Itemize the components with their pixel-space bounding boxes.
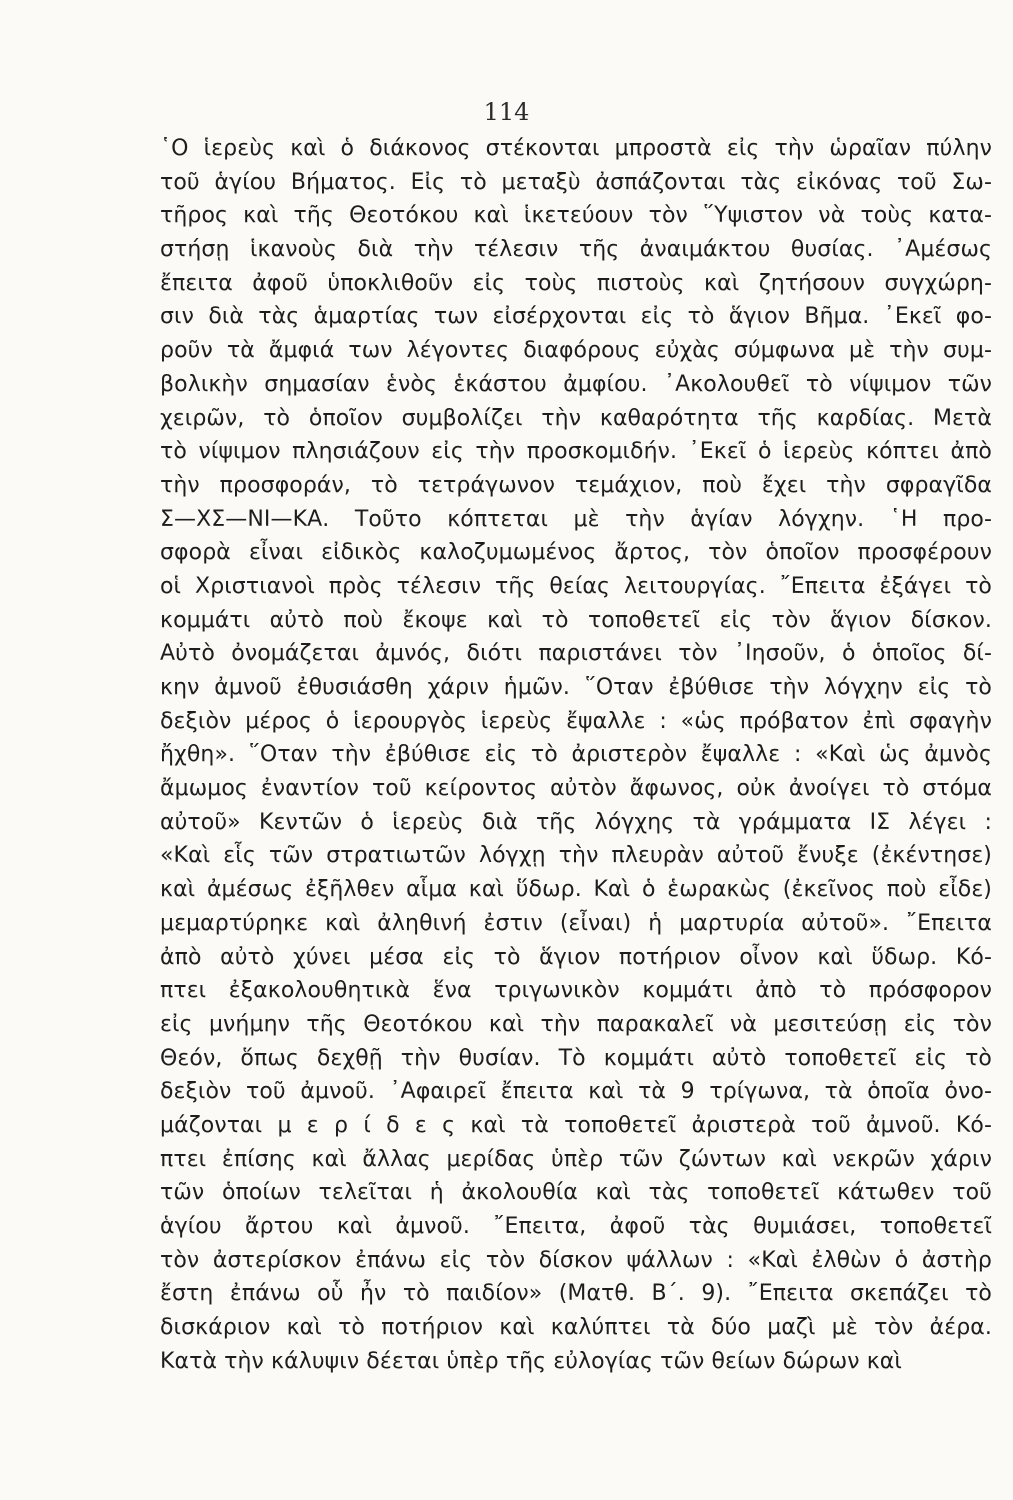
text-line: τὴν προσφοράν, τὸ τετράγωνον τεμάχιον, ποὺ ἔχει τὴν σφραγῖδα xyxy=(160,472,992,498)
text-line: σιν διὰ τὰς ἁμαρτίας των εἰσέρχονται εἰς τὸ ἅγιον Βῆμα. ᾿Εκεῖ φο- xyxy=(160,304,992,330)
text-line: δεξιὸν τοῦ ἀμνοῦ. ᾿Αφαιρεῖ ἔπειτα καὶ τὰ 9 τρίγωνα, τὰ ὁποῖα ὀνο- xyxy=(160,1079,992,1105)
text-line: στήσῃ ἱκανοὺς διὰ τὴν τέλεσιν τῆς ἀναιμάκτου θυσίας. ᾿Αμέσως xyxy=(160,237,992,263)
text-line: Αὐτὸ ὀνομάζεται ἀμνός, διότι παριστάνει τὸν ᾿Ιησοῦν, ὁ ὁποῖος δί- xyxy=(160,641,992,667)
text-line: Κατὰ τὴν κάλυψιν δέεται ὑπὲρ τῆς εὐλογίας τῶν θείων δώρων καὶ xyxy=(160,1348,902,1374)
text-line: «Καὶ εἷς τῶν στρατιωτῶν λόγχῃ τὴν πλευρὰν αὐτοῦ ἔνυξε (ἐκέντησε) xyxy=(160,843,992,869)
text-line: τῶν ὁποίων τελεῖται ἡ ἀκολουθία καὶ τὰς τοποθετεῖ κάτωθεν τοῦ xyxy=(160,1180,992,1206)
text-line: ῾Ο ἱερεὺς καὶ ὁ διάκονος στέκονται μπροστὰ εἰς τὴν ὡραῖαν πύλην xyxy=(160,136,992,161)
text-line: ροῦν τὰ ἄμφιά των λέγοντες διαφόρους εὐχὰς σύμφωνα μὲ τὴν συμ- xyxy=(160,338,992,364)
text-line: χειρῶν, τὸ ὁποῖον συμβολίζει τὴν καθαρότητα τῆς καρδίας. Μετὰ xyxy=(160,405,992,431)
body-text xyxy=(160,132,992,1378)
text-line: τοῦ ἁγίου Βήματος. Εἰς τὸ μεταξὺ ἀσπάζονται τὰς εἰκόνας τοῦ Σω- xyxy=(160,169,992,195)
text-line: ἤχθη». ῞Οταν τὴν ἐβύθισε εἰς τὸ ἀριστερὸν ἔψαλλε : «Καὶ ὡς ἀμνὸς xyxy=(160,742,992,768)
text-line: πτει ἐξακολουθητικὰ ἕνα τριγωνικὸν κομμάτι ἀπὸ τὸ πρόσφορον xyxy=(160,978,992,1004)
text-line: κην ἀμνοῦ ἐθυσιάσθη χάριν ἡμῶν. ῞Οταν ἐβύθισε τὴν λόγχην εἰς τὸ xyxy=(160,675,992,700)
text-line: τῆρος καὶ τῆς Θεοτόκου καὶ ἱκετεύουν τὸν ῞Υψιστον νὰ τοὺς κατα- xyxy=(160,203,992,229)
text-line: αὐτοῦ» Κεντῶν ὁ ἱερεὺς διὰ τῆς λόγχης τὰ γράμματα ΙΣ λέγει : xyxy=(160,809,992,835)
text-line: Σ—ΧΣ—ΝΙ—ΚΑ. Τοῦτο κόπτεται μὲ τὴν ἁγίαν λόγχην. ῾Η προ- xyxy=(160,506,992,532)
text-line: οἱ Χριστιανοὶ πρὸς τέλεσιν τῆς θείας λειτουργίας. ῎Επειτα ἐξάγει τὸ xyxy=(160,573,992,599)
text-line: κομμάτι αὐτὸ ποὺ ἔκοψε καὶ τὸ τοποθετεῖ εἰς τὸν ἅγιον δίσκον. xyxy=(160,607,992,633)
text-line: ἀπὸ αὐτὸ χύνει μέσα εἰς τὸ ἅγιον ποτήριον οἶνον καὶ ὕδωρ. Κό- xyxy=(160,944,992,970)
text-line: ἔπειτα ἀφοῦ ὑποκλιθοῦν εἰς τοὺς πιστοὺς καὶ ζητήσουν συγχώρη- xyxy=(160,270,992,296)
text-line: βολικὴν σημασίαν ἑνὸς ἑκάστου ἀμφίου. ᾿Ακολουθεῖ τὸ νίψιμον τῶν xyxy=(160,371,992,397)
text-line: ἁγίου ἄρτου καὶ ἀμνοῦ. ῎Επειτα, ἀφοῦ τὰς θυμιάσει, τοποθετεῖ xyxy=(160,1214,992,1239)
text-line: σφορὰ εἶναι εἰδικὸς καλοζυμωμένος ἄρτος, τὸν ὁποῖον προσφέρουν xyxy=(160,540,992,566)
text-line: ἄμωμος ἐναντίον τοῦ κείροντος αὐτὸν ἄφωνος, οὐκ ἀνοίγει τὸ στόμα xyxy=(160,776,992,802)
text-line: ἔστη ἐπάνω οὗ ἦν τὸ παιδίον» (Ματθ. Β΄. 9). ῎Επειτα σκεπάζει τὸ xyxy=(160,1281,992,1307)
page-number: 114 xyxy=(483,98,530,126)
text-line: πτει ἐπίσης καὶ ἄλλας μερίδας ὑπὲρ τῶν ζώντων καὶ νεκρῶν χάριν xyxy=(160,1146,992,1172)
text-line: εἰς μνήμην τῆς Θεοτόκου καὶ τὴν παρακαλεῖ νὰ μεσιτεύσῃ εἰς τὸν xyxy=(160,1011,992,1037)
text-line: μάζονται μ ε ρ ί δ ε ς καὶ τὰ τοποθετεῖ ἀριστερὰ τοῦ ἀμνοῦ. Κό- xyxy=(160,1112,992,1138)
text-line: Θεόν, ὅπως δεχθῇ τὴν θυσίαν. Τὸ κομμάτι αὐτὸ τοποθετεῖ εἰς τὸ xyxy=(160,1045,992,1071)
text-line: δισκάριον καὶ τὸ ποτήριον καὶ καλύπτει τὰ δύο μαζὶ μὲ τὸν ἀέρα. xyxy=(160,1315,992,1341)
text-line: μεμαρτύρηκε καὶ ἀληθινή ἐστιν (εἶναι) ἡ μαρτυρία αὐτοῦ». ῎Επειτα xyxy=(160,910,992,936)
text-line: δεξιὸν μέρος ὁ ἱερουργὸς ἱερεὺς ἔψαλλε : «ὡς πρόβατον ἐπὶ σφαγὴν xyxy=(160,708,992,734)
text-line: τὸν ἀστερίσκον ἐπάνω εἰς τὸν δίσκον ψάλλων : «Καὶ ἐλθὼν ὁ ἀστὴρ xyxy=(160,1247,992,1273)
text-line: τὸ νίψιμον πλησιάζουν εἰς τὴν προσκομιδήν. ᾿Εκεῖ ὁ ἱερεὺς κόπτει ἀπὸ xyxy=(160,439,992,465)
text-line: καὶ ἀμέσως ἐξῆλθεν αἷμα καὶ ὕδωρ. Καὶ ὁ ἑωρακὼς (ἐκεῖνος ποὺ εἶδε) xyxy=(160,877,992,903)
